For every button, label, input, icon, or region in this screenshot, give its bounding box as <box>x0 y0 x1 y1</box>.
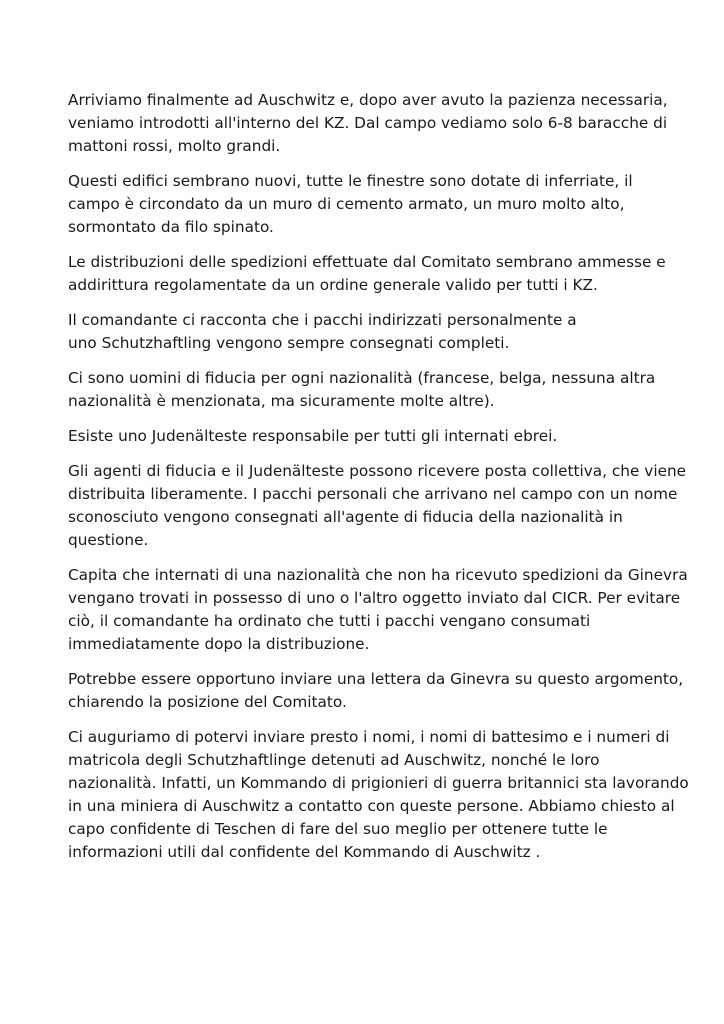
text-line: Arriviamo finalmente ad Auschwitz e, dopo aver avuto la pazienza necessaria, <box>68 91 668 109</box>
text-line: Le distribuzioni delle spedizioni effettuate dal Comitato sembrano ammesse e <box>68 253 666 271</box>
text-line: immediatamente dopo la distribuzione. <box>68 635 370 653</box>
text-line: mattoni rossi, molto grandi. <box>68 137 281 155</box>
text-line: nazionalità è menzionata, ma sicuramente molte altre). <box>68 392 495 410</box>
paragraph <box>68 726 689 864</box>
text-line: capo confidente di Teschen di fare del suo meglio per ottenere tutte le <box>68 820 608 838</box>
paragraph <box>68 668 684 714</box>
text-line: sconosciuto vengono consegnati all'agente di fiducia della nazionalità in <box>68 508 623 526</box>
paragraph <box>68 564 688 656</box>
text-line: uno Schutzhaftling vengono sempre consegnati completi. <box>68 334 510 352</box>
text-line: Capita che internati di una nazionalità che non ha ricevuto spedizioni da Ginevra <box>68 566 688 584</box>
text-line: questione. <box>68 531 149 549</box>
text-line: nazionalità. Infatti, un Kommando di prigionieri di guerra britannici sta lavorando <box>68 774 689 792</box>
text-line: distribuita liberamente. I pacchi personali che arrivano nel campo con un nome <box>68 485 678 503</box>
text-line: Ci auguriamo di potervi inviare presto i nomi, i nomi di battesimo e i numeri di <box>68 728 670 746</box>
text-line: Potrebbe essere opportuno inviare una lettera da Ginevra su questo argomento, <box>68 670 684 688</box>
paragraph <box>68 460 687 552</box>
text-line: matricola degli Schutzhaftlinge detenuti ad Auschwitz, nonché le loro <box>68 751 600 769</box>
text-line: chiarendo la posizione del Comitato. <box>68 693 347 711</box>
text-line: Questi edifici sembrano nuovi, tutte le finestre sono dotate di inferriate, il <box>68 172 633 190</box>
text-line: Esiste uno Judenälteste responsabile per tutti gli internati ebrei. <box>68 427 558 445</box>
text-line: Gli agenti di fiducia e il Judenälteste possono ricevere posta collettiva, che viene <box>68 462 687 480</box>
document-body <box>68 89 689 876</box>
text-line: informazioni utili dal confidente del Kommando di Auschwitz . <box>68 843 541 861</box>
paragraph <box>68 251 668 297</box>
text-line: Il comandante ci racconta che i pacchi indirizzati personalmente a <box>68 311 577 329</box>
text-line: veniamo introdotti all'interno del KZ. Dal campo vediamo solo 6-8 baracche di <box>68 114 668 132</box>
paragraph <box>68 367 668 413</box>
text-line: addirittura regolamentate da un ordine generale valido per tutti i KZ. <box>68 276 598 294</box>
text-line: in una miniera di Auschwitz a contatto con queste persone. Abbiamo chiesto al <box>68 797 675 815</box>
paragraph <box>68 89 668 158</box>
paragraph <box>68 309 668 355</box>
text-line: ciò, il comandante ha ordinato che tutti i pacchi vengano consumati <box>68 612 591 630</box>
text-line: Ci sono uomini di fiducia per ogni nazionalità (francese, belga, nessuna altra <box>68 369 656 387</box>
text-line: campo è circondato da un muro di cemento armato, un muro molto alto, <box>68 195 625 213</box>
text-line: sormontato da filo spinato. <box>68 218 274 236</box>
paragraph <box>68 425 668 448</box>
text-line: vengano trovati in possesso di uno o l'altro oggetto inviato dal CICR. Per evitare <box>68 589 681 607</box>
paragraph <box>68 170 668 239</box>
